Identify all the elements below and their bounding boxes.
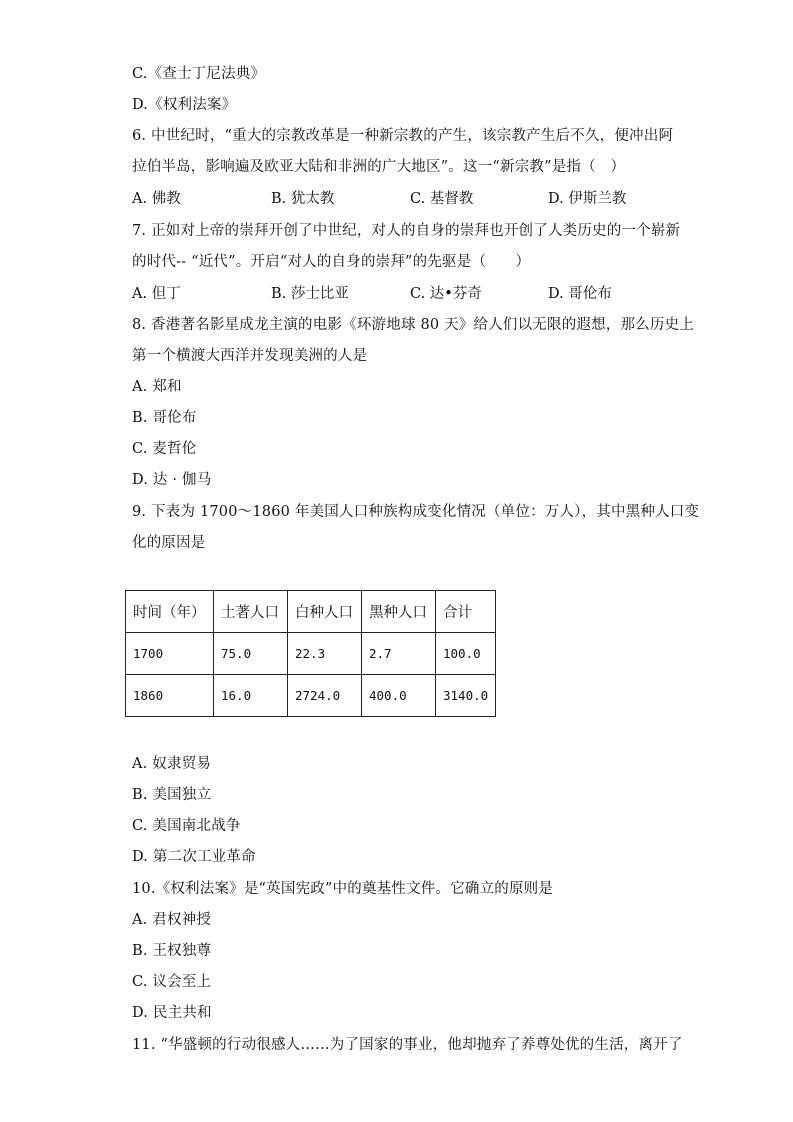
table-header-cell: 黑种人口 — [362, 591, 436, 633]
q10-option-a: A. 君权神授 — [132, 912, 212, 928]
q8-option-d: D. 达 · 伽马 — [132, 472, 212, 488]
table-header-cell: 土著人口 — [214, 591, 288, 633]
q9-option-b: B. 美国独立 — [132, 787, 212, 803]
q9-option-a: A. 奴隶贸易 — [132, 756, 212, 772]
q10-option-b: B. 王权独尊 — [132, 943, 212, 959]
q8-stem-line-1: 8. 香港著名影星成龙主演的电影《环游地球 80 天》给人们以无限的遐想，那么历史上 — [132, 317, 695, 333]
q9-option-d: D. 第二次工业革命 — [132, 849, 256, 865]
q5-option-d: D.《权利法案》 — [132, 97, 237, 113]
q7-options — [132, 284, 692, 304]
q7-option-a: A. 但丁 — [132, 286, 181, 302]
q6-options — [132, 189, 692, 209]
q8-stem-line-2: 第一个横渡大西洋并发现美洲的人是 — [132, 348, 368, 364]
q10-stem: 10.《权利法案》是“英国宪政”中的奠基性文件。它确立的原则是 — [132, 881, 554, 897]
q7-option-d: D. 哥伦布 — [548, 286, 612, 302]
q8-option-c: C. 麦哲伦 — [132, 441, 197, 457]
q7-stem-line-1: 7. 正如对上帝的崇拜开创了中世纪，对人的自身的崇拜也开创了人类历史的一个崭新 — [132, 223, 681, 239]
q8-option-b: B. 哥伦布 — [132, 410, 197, 426]
table-cell: 1700 — [126, 633, 214, 675]
q11-stem-line-1: 11. “华盛顿的行动很感人……为了国家的事业，他却抛弃了养尊处优的生活，离开了 — [132, 1037, 683, 1053]
table-header-row — [126, 591, 496, 633]
table-header-cell: 时间（年） — [126, 591, 214, 633]
q5-option-c: C.《查士丁尼法典》 — [132, 66, 266, 82]
table-cell: 2724.0 — [288, 675, 362, 717]
table-row — [126, 633, 496, 675]
table-header-cell: 合计 — [436, 591, 496, 633]
table-cell: 75.0 — [214, 633, 288, 675]
q7-option-c: C. 达•芬奇 — [410, 286, 482, 302]
q6-option-b: B. 犹太教 — [271, 191, 335, 207]
q8-option-a: A. 郑和 — [132, 379, 182, 395]
table-cell: 2.7 — [362, 633, 436, 675]
q7-stem-line-2: 的时代-- “近代”。开启“对人的自身的崇拜”的先驱是（ ） — [132, 254, 531, 270]
table-cell: 100.0 — [436, 633, 496, 675]
q7-option-b: B. 莎士比亚 — [271, 286, 349, 302]
q6-option-a: A. 佛教 — [132, 191, 181, 207]
table-cell: 16.0 — [214, 675, 288, 717]
q6-stem-line-2: 拉伯半岛，影响遍及欧亚大陆和非洲的广大地区”。这一“新宗教”是指（ ） — [132, 159, 626, 175]
q10-option-c: C. 议会至上 — [132, 974, 212, 990]
population-table — [125, 590, 496, 717]
table-cell: 3140.0 — [436, 675, 496, 717]
q6-option-d: D. 伊斯兰教 — [548, 191, 627, 207]
table-cell: 22.3 — [288, 633, 362, 675]
table-cell: 1860 — [126, 675, 214, 717]
q9-stem-line-2: 化的原因是 — [132, 535, 206, 551]
q9-stem-line-1: 9. 下表为 1700～1860 年美国人口种族构成变化情况（单位：万人），其中黑种人口变 — [132, 504, 700, 520]
q9-option-c: C. 美国南北战争 — [132, 818, 241, 834]
table-header-cell: 白种人口 — [288, 591, 362, 633]
q6-option-c: C. 基督教 — [410, 191, 474, 207]
q6-stem-line-1: 6. 中世纪时，“重大的宗教改革是一种新宗教的产生，该宗教产生后不久，便冲出阿 — [132, 128, 674, 144]
q10-option-d: D. 民主共和 — [132, 1005, 212, 1021]
table-row — [126, 675, 496, 717]
table-cell: 400.0 — [362, 675, 436, 717]
